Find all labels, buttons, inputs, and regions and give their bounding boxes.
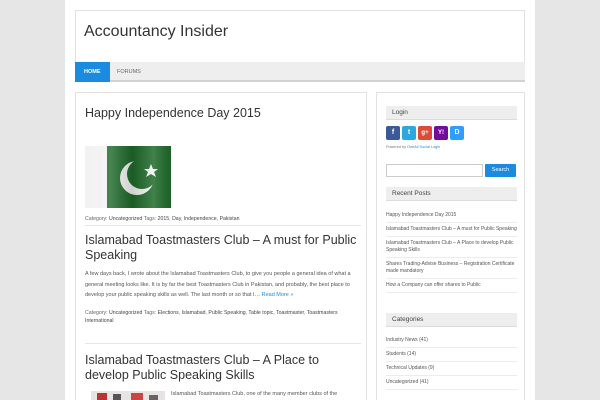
sidebar xyxy=(376,92,525,400)
read-more-link[interactable]: Read More » xyxy=(261,292,294,298)
yahoo-icon[interactable]: Y! xyxy=(434,126,448,140)
post-3 xyxy=(85,353,361,397)
site-title[interactable]: Accountancy Insider xyxy=(84,23,229,40)
site-header xyxy=(75,10,525,62)
post-divider xyxy=(85,343,361,344)
tag-link[interactable]: Toastmaster xyxy=(276,309,304,316)
excerpt-text: A few days back, I wrote about the Islamabad Toastmasters Club, to give you people a general idea of what a general meeting looks like. It is by far the best Toastmasters Club in Pakistan, and probably, the best place to develop your public speaking skills as well. The last month or so that I… xyxy=(85,271,351,298)
main-content xyxy=(75,92,367,400)
google-plus-icon[interactable]: g+ xyxy=(418,126,432,140)
post-title[interactable]: Islamabad Toastmasters Club – A must for Public Speaking xyxy=(85,233,357,262)
powered-prefix: Powered by xyxy=(386,145,408,149)
disqus-icon[interactable]: D xyxy=(450,126,464,140)
pakistan-flag-image[interactable] xyxy=(85,146,171,208)
recent-posts-list xyxy=(386,209,517,293)
post-2 xyxy=(85,233,361,325)
tag-link[interactable]: Elections xyxy=(157,309,179,316)
main-nav xyxy=(75,62,525,82)
post-title[interactable]: Islamabad Toastmasters Club – A Place to develop Public Speaking Skills xyxy=(85,353,319,382)
post-meta: Category: Uncategorized Tags: Elections, Islamabad, Public Speaking, Table topic, Toastmaster, Toastmasters International xyxy=(85,309,338,324)
tag-link[interactable]: Islamabad xyxy=(181,309,206,316)
tag-link[interactable]: Pakistan xyxy=(219,216,240,222)
category-link[interactable]: Uncategorized xyxy=(108,309,143,316)
category-link[interactable]: Students (14) xyxy=(386,348,517,362)
category-link[interactable]: Industry News (41) xyxy=(386,334,517,348)
tag-link[interactable]: Day xyxy=(172,216,181,222)
oneall-link[interactable]: OneAll Social Login xyxy=(407,145,441,149)
recent-post-link[interactable]: How a Company can offer shares to Public xyxy=(386,279,517,293)
recent-post-link[interactable]: Shares Trading-Advise Business – Registration Certificate made mandatory xyxy=(386,258,517,279)
search-input[interactable] xyxy=(386,164,483,177)
page-wrapper xyxy=(65,0,535,400)
categories-title: Categories xyxy=(386,313,517,327)
post-thumbnail[interactable] xyxy=(91,391,165,400)
tag-link[interactable]: Table topic xyxy=(248,309,274,316)
post-title[interactable]: Happy Independence Day 2015 xyxy=(85,106,261,120)
twitter-icon[interactable]: t xyxy=(402,126,416,140)
recent-post-link[interactable]: Islamabad Toastmasters Club – A must for Public Speaking xyxy=(386,223,517,237)
category-link[interactable]: Technical Updates (9) xyxy=(386,362,517,376)
category-link[interactable]: Uncategorized xyxy=(108,216,143,222)
post-excerpt: Islamabad Toastmasters Club, one of the many member clubs of the xyxy=(171,391,338,397)
category-label: Category: xyxy=(85,309,108,316)
category-label: Category: xyxy=(85,216,108,222)
recent-post-link[interactable]: Islamabad Toastmasters Club – A Place to develop Public Speaking Skills xyxy=(386,237,517,258)
login-widget-title: Login xyxy=(386,106,517,120)
search-button[interactable]: Search xyxy=(485,164,516,177)
post-divider xyxy=(85,225,361,226)
recent-post-link[interactable]: Happy Independence Day 2015 xyxy=(386,209,517,223)
tag-link[interactable]: Toastmasters International xyxy=(85,309,338,324)
powered-by xyxy=(386,145,440,149)
tag-link[interactable]: Independence xyxy=(183,216,217,222)
tag-link[interactable]: 2015 xyxy=(157,216,170,222)
post-meta: Category: Uncategorized Tags: 2015, Day, Independence, Pakistan xyxy=(85,216,240,222)
tags-label: Tags: xyxy=(143,216,157,222)
categories-list xyxy=(386,334,517,390)
tags-label: Tags: xyxy=(143,309,157,316)
recent-posts-title: Recent Posts xyxy=(386,187,517,201)
category-link[interactable]: Uncategorized (41) xyxy=(386,376,517,390)
nav-forums[interactable]: FORUMS xyxy=(117,69,141,75)
nav-home[interactable]: HOME xyxy=(75,62,110,82)
post-1 xyxy=(85,106,361,222)
tag-link[interactable]: Public Speaking xyxy=(208,309,246,316)
facebook-icon[interactable]: f xyxy=(386,126,400,140)
post-excerpt xyxy=(85,269,361,301)
